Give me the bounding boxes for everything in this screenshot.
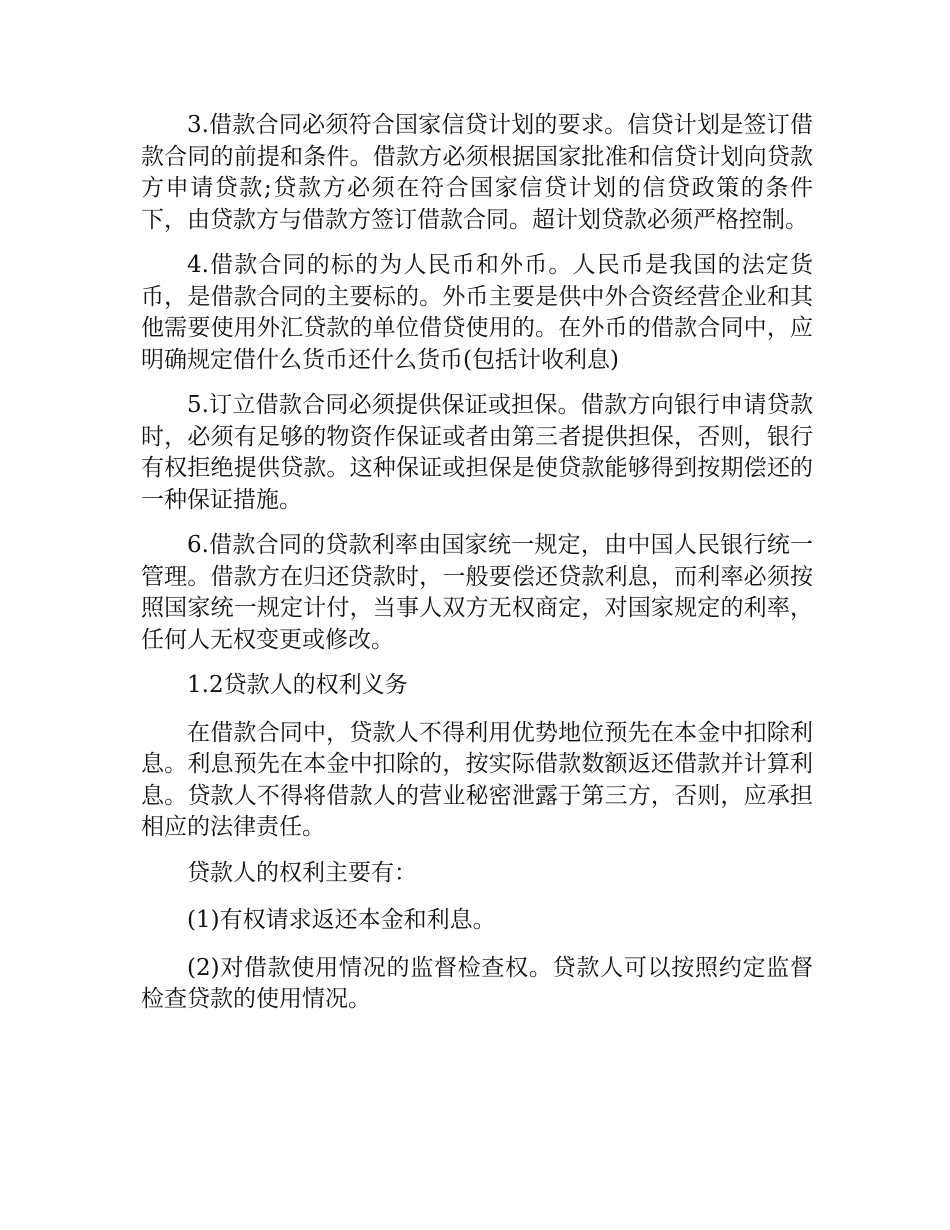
list-item-right-2: (2)对借款使用情况的监督检查权。贷款人可以按照约定监督检查贷款的使用情况。	[141, 954, 813, 1012]
document-page	[141, 110, 813, 1030]
paragraph-lender-obligations: 在借款合同中，贷款人不得利用优势地位预先在本金中扣除利息。利息预先在本金中扣除的，按实际借款数额返还借款并计算利息。贷款人不得将借款人的营业秘密泄露于第三方，否则，应承担相应的法律责任。	[141, 719, 813, 840]
paragraph-clause-3: 3.借款合同必须符合国家信贷计划的要求。信贷计划是签订借款合同的前提和条件。借款方必须根据国家批准和信贷计划向贷款方申请贷款;贷款方必须在符合国家信贷计划的信贷政策的条件下，由贷款方与借款方签订借款合同。超计划贷款必须严格控制。	[141, 112, 813, 233]
paragraph-rights-intro: 贷款人的权利主要有：	[187, 859, 417, 886]
list-item-right-1: (1)有权请求返还本金和利息。	[187, 907, 496, 933]
paragraph-clause-6: 6.借款合同的贷款利率由国家统一规定，由中国人民银行统一管理。借款方在归还贷款时，一般要偿还贷款利息，而利率必须按照国家统一规定计付，当事人双方无权商定，对国家规定的利率，任何人无权变更或修改。	[141, 532, 813, 653]
section-heading-lender-rights: 1.2贷款人的权利义务	[187, 672, 408, 698]
paragraph-clause-4: 4.借款合同的标的为人民币和外币。人民币是我国的法定货币，是借款合同的主要标的。外币主要是供中外合资经营企业和其他需要使用外汇贷款的单位借贷使用的。在外币的借款合同中，应明确规定借什么货币还什么货币(包括计收利息)	[141, 252, 813, 373]
paragraph-clause-5: 5.订立借款合同必须提供保证或担保。借款方向银行申请贷款时，必须有足够的物资作保证或者由第三者提供担保，否则，银行有权拒绝提供贷款。这种保证或担保是使贷款能够得到按期偿还的一种保证措施。	[141, 392, 813, 513]
